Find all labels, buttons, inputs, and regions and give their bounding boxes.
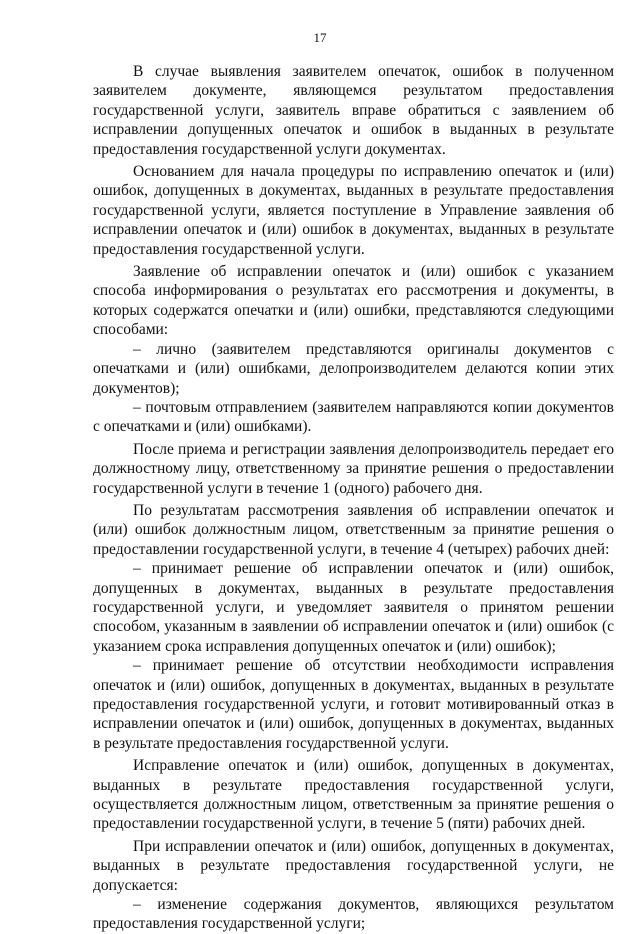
paragraph-not-allowed: При исправлении опечаток и (или) ошибок, допущенных в документах, выданных в результате предоставления государственной услуги, не допускается: bbox=[93, 837, 614, 894]
paragraph-correction-term: Исправление опечаток и (или) ошибок, допущенных в документах, выданных в результате предоставления государственной услуги, осуществляется должностным лицом, ответственным за принятие решения о предоставлении государственной услуги, в течение 5 (пяти) рабочих дней. bbox=[93, 757, 614, 833]
document-body bbox=[93, 62, 614, 934]
list-item-refusal-decision: – принимает решение об отсутствии необходимости исправления опечаток и (или) ошибок, допущенных в документах, выданных в результате предоставления государственной услуги, и готовит мотивированный отказ в исправлении опечаток и (или) ошибок, допущенных в документах, выданных в результате предоставления государственной услуги. bbox=[93, 657, 614, 752]
paragraph-procedure-basis: Основанием для начала процедуры по исправлению опечаток и (или) ошибок, допущенных в документах, выданных в результате предоставления государственной услуги, является поступление в Управление заявления об исправлении опечаток и (или) ошибок в документах, выданных в результате предоставления государственной услуги. bbox=[93, 163, 614, 258]
page-number: 17 bbox=[313, 30, 327, 45]
paragraph-registration: После приема и регистрации заявления делопроизводитель передает его должностному лицу, ответственному за принятие решения о предоставлении государственной услуги в течение 1 (одного) рабочего дня. bbox=[93, 440, 614, 497]
list-item-by-post: – почтовым отправлением (заявителем направляются копии документов с опечатками и (или) ошибками). bbox=[93, 398, 614, 436]
paragraph-submission-methods: Заявление об исправлении опечаток и (или) ошибок с указанием способа информирования о результатах его рассмотрения и документы, в которых содержатся опечатки и (или) ошибки, представляются следующими способами: bbox=[93, 263, 614, 339]
paragraph-review-results: По результатам рассмотрения заявления об исправлении опечаток и (или) ошибок должностным лицом, ответственным за принятие решения о предоставлении государственной услуги, в течение 4 (четырех) рабочих дней: bbox=[93, 501, 614, 558]
list-item-in-person: – лично (заявителем представляются оригиналы документов с опечатками и (или) ошибками, делопроизводителем делаются копии этих документов); bbox=[93, 340, 614, 397]
list-item-correction-decision: – принимает решение об исправлении опечаток и (или) ошибок, допущенных в документах, выданных в результате предоставления государственной услуги, и уведомляет заявителя о принятом решении способом, указанным в заявлении об исправлении опечаток и (или) ошибок (с указанием срока исправления допущенных опечаток и (или) ошибок); bbox=[93, 560, 614, 655]
paragraph-typo-request: В случае выявления заявителем опечаток, ошибок в полученном заявителем документе, являющемся результатом предоставления государственной услуги, заявитель вправе обратиться с заявлением об исправлении допущенных опечаток и ошибок в выданных в результате предоставления государственной услуги документах. bbox=[93, 63, 614, 158]
list-item-content-change: – изменение содержания документов, являющихся результатом предоставления государственной услуги; bbox=[93, 896, 614, 933]
